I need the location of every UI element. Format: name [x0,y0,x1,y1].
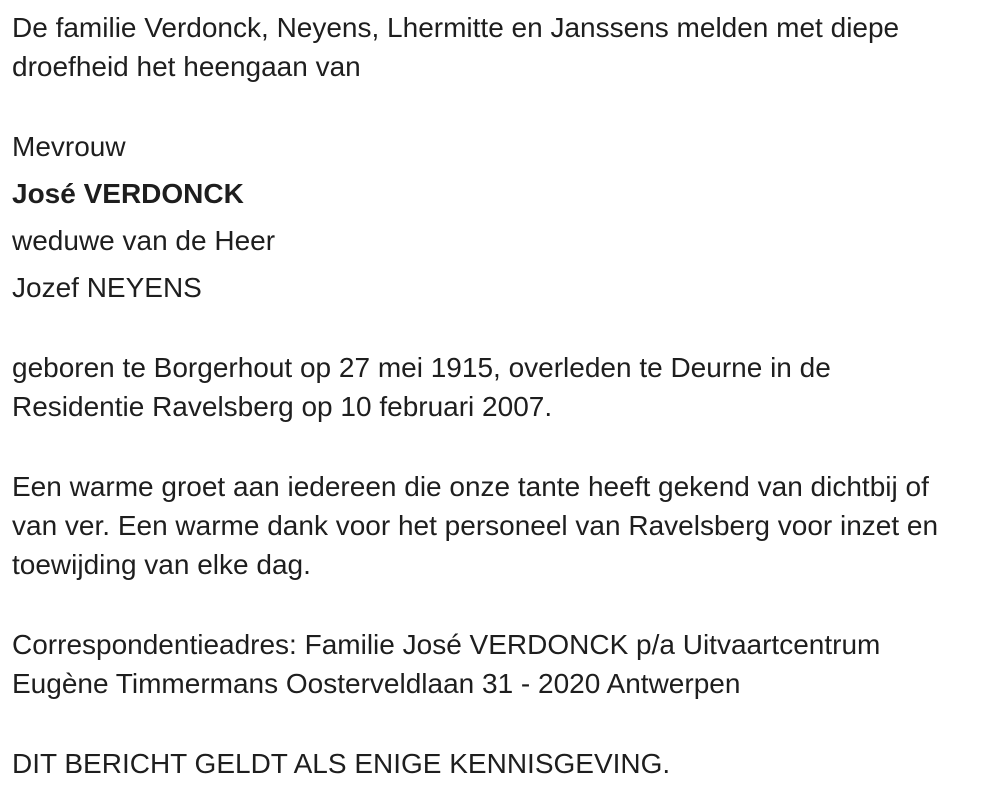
intro-paragraph: De familie Verdonck, Neyens, Lhermitte en Janssens melden met diepe droefheid het heengaan van [12,12,900,82]
correspondence-paragraph: Correspondentieadres: Familie José VERDONCK p/a Uitvaartcentrum Eugène Timmermans Oosterveldlaan 31 - 2020 Antwerpen [12,629,881,699]
final-notice: DIT BERICHT GELDT ALS ENIGE KENNISGEVING. [12,748,671,779]
tribute-paragraph: Een warme groet aan iedereen die onze tante heeft gekend van dichtbij of van ver. Een warme dank voor het personeel van Ravelsberg voor inzet en toewijding van elke dag. [12,471,939,580]
spouse-name: Jozef NEYENS [12,272,202,303]
relation-line: weduwe van de Heer [12,225,276,256]
salutation-line: Mevrouw [12,131,126,162]
deceased-block [12,127,972,307]
deceased-name: José VERDONCK [12,178,244,209]
life-dates-paragraph: geboren te Borgerhout op 27 mei 1915, overleden te Deurne in de Residentie Ravelsberg op 10 februari 2007. [12,352,831,422]
